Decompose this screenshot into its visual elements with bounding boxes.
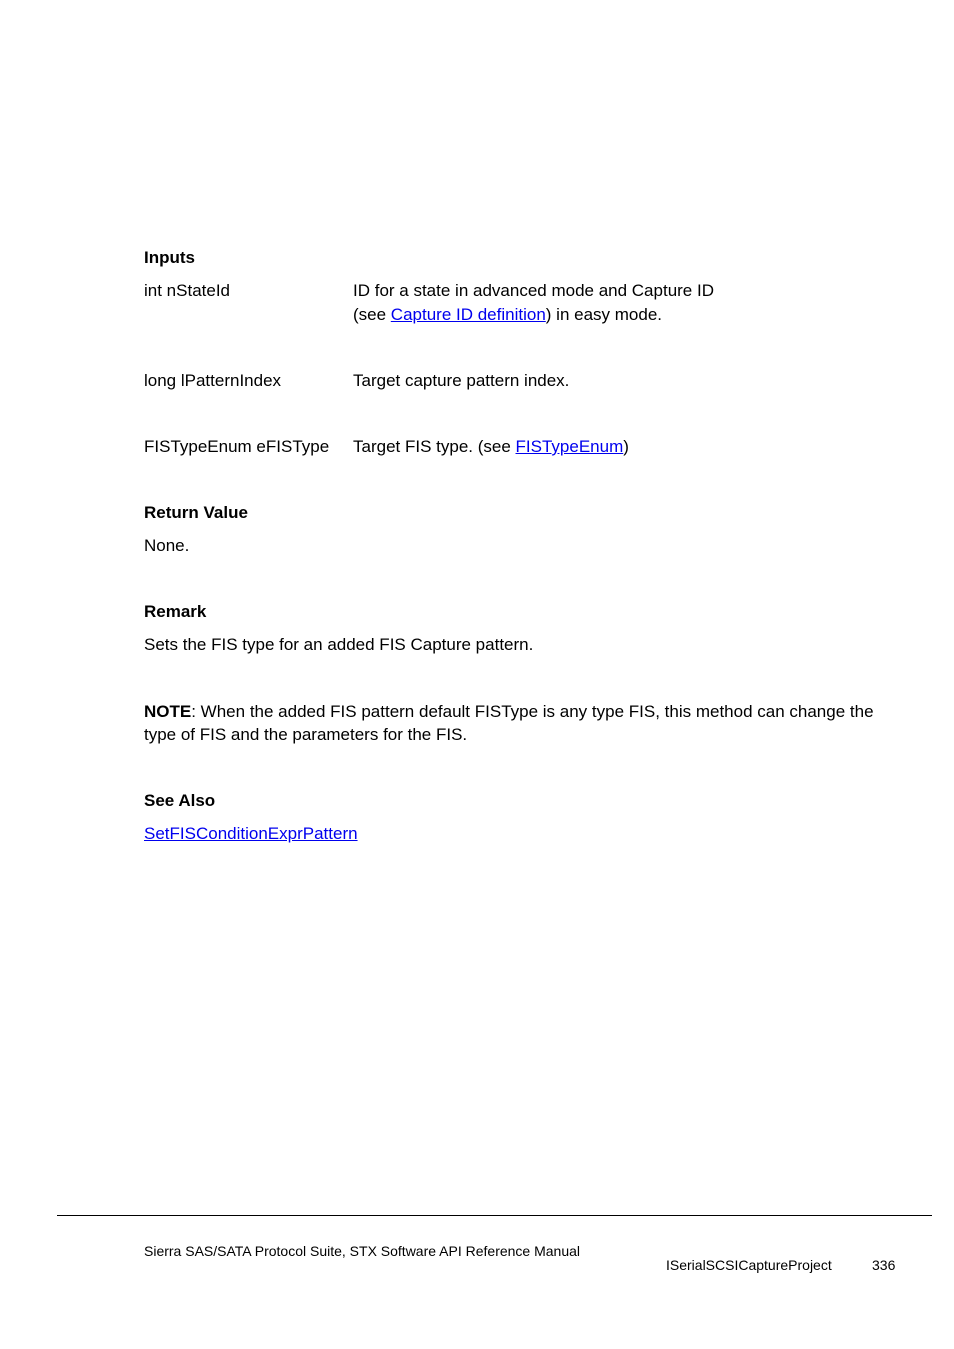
param-name-nstateid: int nStateId (144, 281, 231, 300)
inputs-heading: Inputs (144, 248, 195, 267)
return-value-text: None. (144, 536, 190, 555)
param-desc-efistype (353, 437, 629, 457)
note-line1 (144, 702, 874, 722)
see-also-item (144, 824, 358, 844)
fistypeenum-link[interactable]: FISTypeEnum (515, 437, 624, 456)
note-text-line2: type of FIS and the parameters for the FIS. (144, 725, 468, 744)
return-value-heading: Return Value (144, 503, 248, 522)
param-name-lpatternindex: long lPatternIndex (144, 371, 282, 390)
footer-manual-title: Sierra SAS/SATA Protocol Suite, STX Software API Reference Manual (144, 1243, 581, 1259)
footer-divider (57, 1215, 932, 1216)
param-name-efistype: FISTypeEnum eFISType (144, 437, 330, 456)
param-desc-lpatternindex: Target capture pattern index. (353, 371, 570, 390)
setfisconditionexprpattern-link[interactable]: SetFISConditionExprPattern (144, 824, 358, 843)
note-text-line1: : When the added FIS pattern default FISType is any type FIS, this method can change the (191, 702, 874, 721)
capture-id-definition-link[interactable]: Capture ID definition (390, 305, 546, 324)
note-label: NOTE (144, 702, 192, 721)
param-desc-nstateid-line2 (353, 305, 662, 325)
remark-heading: Remark (144, 602, 207, 621)
param-desc-prefix: Target FIS type. (see (353, 437, 516, 456)
footer-page-number: 336 (872, 1257, 896, 1273)
param-desc-suffix: ) (623, 437, 629, 456)
param-desc-nstateid-line1: ID for a state in advanced mode and Capture ID (353, 281, 714, 300)
param-desc-suffix: ) in easy mode. (545, 305, 663, 324)
see-also-heading: See Also (144, 791, 216, 810)
remark-text: Sets the FIS type for an added FIS Capture pattern. (144, 635, 534, 654)
footer-section-name: ISerialSCSICaptureProject (666, 1257, 832, 1273)
param-desc-prefix: (see (353, 305, 391, 324)
